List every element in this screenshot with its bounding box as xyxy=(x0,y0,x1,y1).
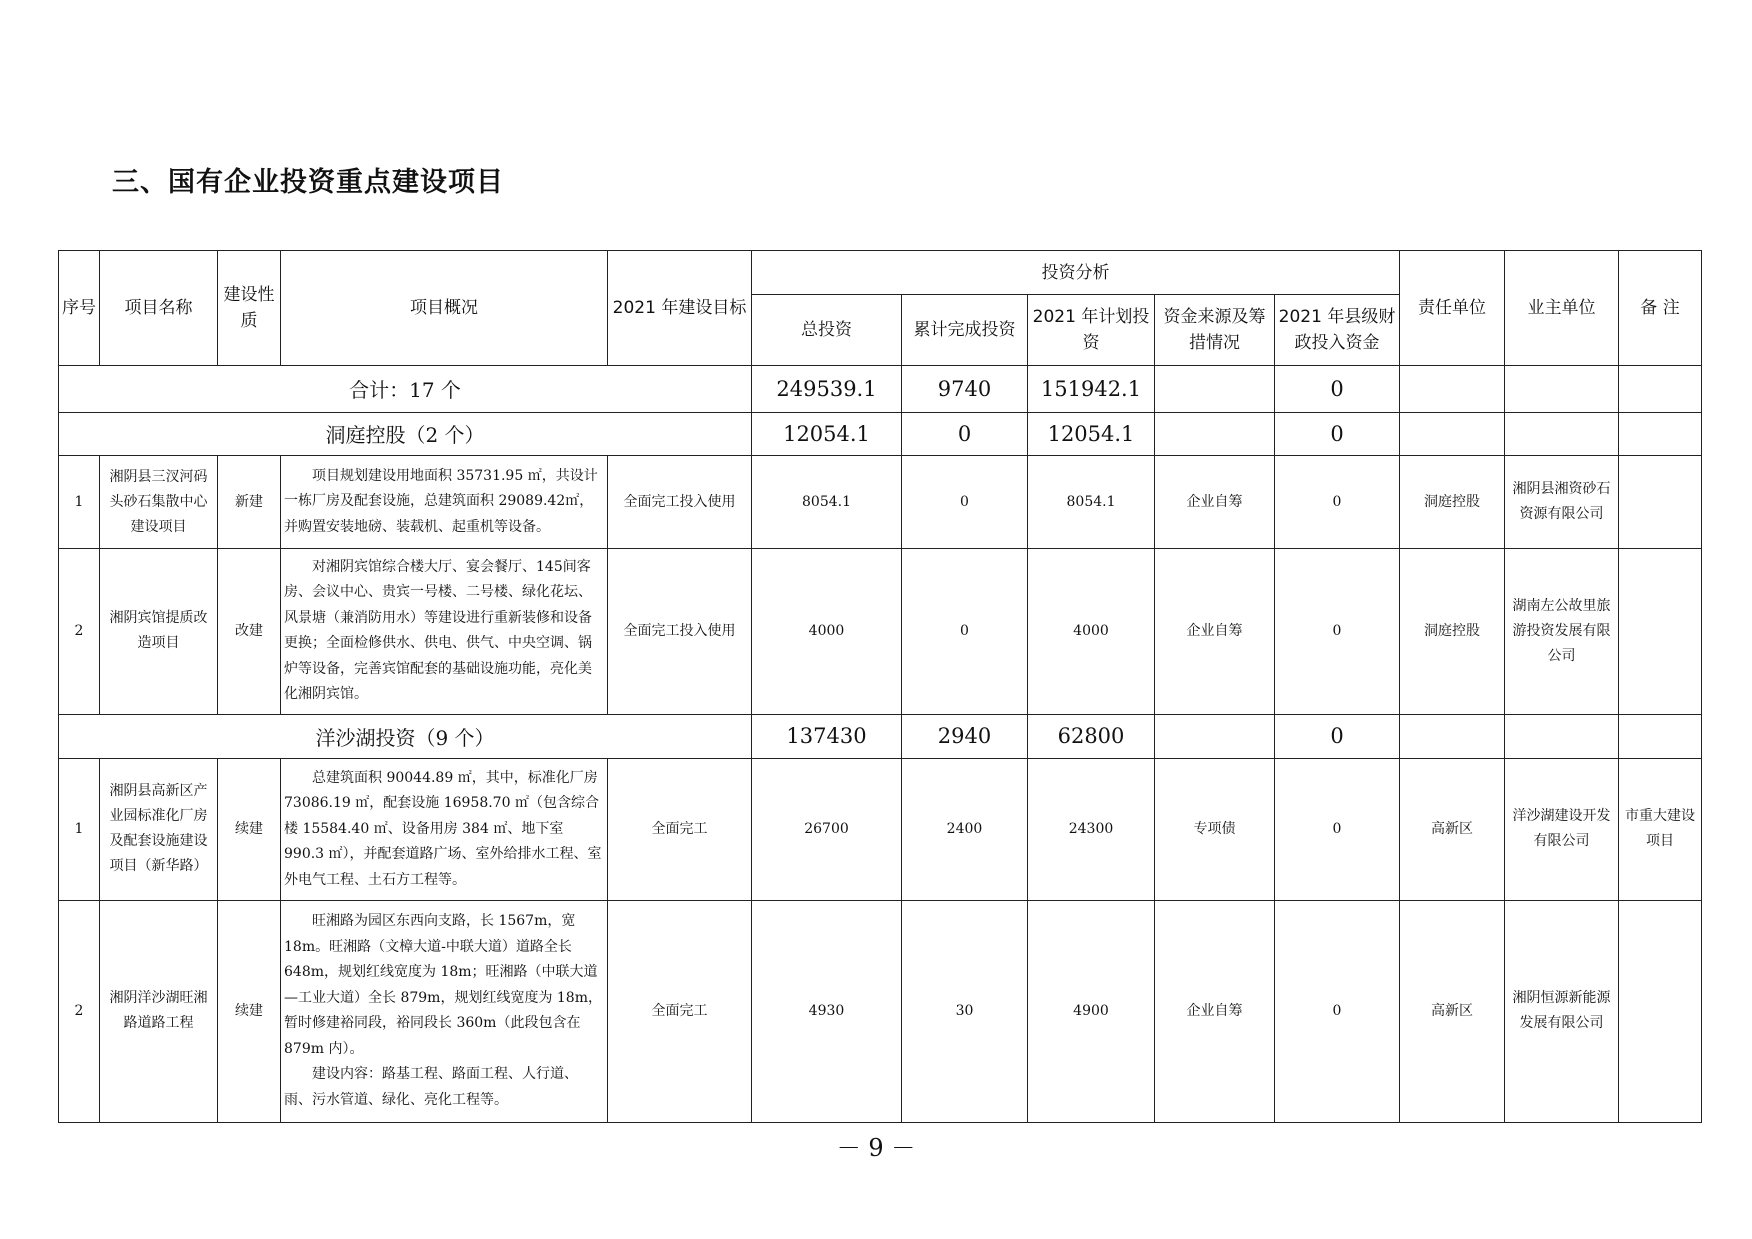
table-row xyxy=(59,456,1702,549)
row-plan: 24300 xyxy=(1028,759,1155,900)
row-total: 8054.1 xyxy=(752,456,902,549)
overview-paragraph: 总建筑面积 90044.89 ㎡，其中，标准化厂房 73086.19 ㎡，配套设施 16958.70 ㎡（包含综合楼 15584.40 ㎡、设备用房 384 ㎡、地下室 990.3 ㎡），并配套道路广场、室外给排水工程、室外电气工程、土石方工程等。 xyxy=(284,769,602,888)
row-goal: 全面完工投入使用 xyxy=(608,549,752,715)
group1-total: 12054.1 xyxy=(752,412,902,455)
row-seq: 1 xyxy=(59,759,100,900)
row-cumulative: 2400 xyxy=(902,759,1028,900)
row-county: 0 xyxy=(1275,900,1400,1122)
row-source: 企业自筹 xyxy=(1155,900,1275,1122)
row-cumulative: 0 xyxy=(902,549,1028,715)
group1-source xyxy=(1155,412,1275,455)
group1-resp xyxy=(1400,412,1505,455)
row-nature: 续建 xyxy=(218,759,281,900)
summary-row xyxy=(59,366,1702,412)
header-plan: 2021 年计划投资 xyxy=(1028,295,1155,366)
group2-plan: 62800 xyxy=(1028,714,1155,758)
row-overview xyxy=(281,456,608,549)
group2-owner xyxy=(1505,714,1619,758)
group2-county: 0 xyxy=(1275,714,1400,758)
row-remark: 市重大建设项目 xyxy=(1619,759,1702,900)
group1-county: 0 xyxy=(1275,412,1400,455)
row-remark xyxy=(1619,549,1702,715)
header-overview: 项目概况 xyxy=(281,251,608,366)
row-name: 湘阴县高新区产业园标准化厂房及配套设施建设项目（新华路） xyxy=(100,759,218,900)
row-county: 0 xyxy=(1275,456,1400,549)
row-total: 4930 xyxy=(752,900,902,1122)
row-name: 湘阴宾馆提质改造项目 xyxy=(100,549,218,715)
row-plan: 4000 xyxy=(1028,549,1155,715)
row-owner: 洋沙湖建设开发有限公司 xyxy=(1505,759,1619,900)
summary-county: 0 xyxy=(1275,366,1400,412)
row-nature: 续建 xyxy=(218,900,281,1122)
group2-total: 137430 xyxy=(752,714,902,758)
group1-plan: 12054.1 xyxy=(1028,412,1155,455)
summary-total: 249539.1 xyxy=(752,366,902,412)
row-goal: 全面完工投入使用 xyxy=(608,456,752,549)
row-seq: 2 xyxy=(59,549,100,715)
row-goal: 全面完工 xyxy=(608,759,752,900)
table-row xyxy=(59,759,1702,900)
header-owner: 业主单位 xyxy=(1505,251,1619,366)
header-name: 项目名称 xyxy=(100,251,218,366)
group2-cumulative: 2940 xyxy=(902,714,1028,758)
row-overview xyxy=(281,759,608,900)
row-source: 企业自筹 xyxy=(1155,456,1275,549)
summary-source xyxy=(1155,366,1275,412)
row-county: 0 xyxy=(1275,759,1400,900)
row-cumulative: 0 xyxy=(902,456,1028,549)
row-seq: 2 xyxy=(59,900,100,1122)
overview-paragraph: 旺湘路为园区东西向支路，长 1567m，宽 18m。旺湘路（文樟大道-中联大道）道路全长 648m，规划红线宽度为 18m；旺湘路（中联大道—工业大道）全长 879m，规划红线宽度为 18m，暂时修建裕同段，裕同段长 360m（此段包含在 879m 内）。 xyxy=(284,913,602,1057)
row-nature: 改建 xyxy=(218,549,281,715)
row-cumulative: 30 xyxy=(902,900,1028,1122)
row-name: 湘阴县三汊河码头砂石集散中心建设项目 xyxy=(100,456,218,549)
row-seq: 1 xyxy=(59,456,100,549)
row-resp: 洞庭控股 xyxy=(1400,549,1505,715)
header-invest-analysis: 投资分析 xyxy=(752,251,1400,295)
summary-label: 合计：17 个 xyxy=(59,366,752,412)
row-nature: 新建 xyxy=(218,456,281,549)
header-source: 资金来源及筹措情况 xyxy=(1155,295,1275,366)
table-row xyxy=(59,900,1702,1122)
row-owner: 湘阴恒源新能源发展有限公司 xyxy=(1505,900,1619,1122)
header-county: 2021 年县级财政投入资金 xyxy=(1275,295,1400,366)
group2-resp xyxy=(1400,714,1505,758)
overview-paragraph: 建设内容：路基工程、路面工程、人行道、雨、污水管道、绿化、亮化工程等。 xyxy=(284,1066,578,1108)
header-resp: 责任单位 xyxy=(1400,251,1505,366)
header-seq: 序号 xyxy=(59,251,100,366)
page-number: － 9 － xyxy=(836,1134,916,1162)
group2-remark xyxy=(1619,714,1702,758)
row-resp: 洞庭控股 xyxy=(1400,456,1505,549)
row-plan: 4900 xyxy=(1028,900,1155,1122)
group-row-dongting xyxy=(59,412,1702,455)
row-owner: 湘阴县湘资砂石资源有限公司 xyxy=(1505,456,1619,549)
header-remark: 备 注 xyxy=(1619,251,1702,366)
header-cumulative: 累计完成投资 xyxy=(902,295,1028,366)
group2-source xyxy=(1155,714,1275,758)
row-remark xyxy=(1619,456,1702,549)
header-total: 总投资 xyxy=(752,295,902,366)
table-row xyxy=(59,549,1702,715)
row-name: 湘阴洋沙湖旺湘路道路工程 xyxy=(100,900,218,1122)
row-total: 4000 xyxy=(752,549,902,715)
page-heading: 三、国有企业投资重点建设项目 xyxy=(112,167,504,198)
overview-paragraph: 项目规划建设用地面积 35731.95 ㎡，共设计一栋厂房及配套设施，总建筑面积 29089.42㎡，并购置安装地磅、装载机、起重机等设备。 xyxy=(284,467,598,535)
header-nature: 建设性质 xyxy=(218,251,281,366)
row-goal: 全面完工 xyxy=(608,900,752,1122)
row-source: 专项债 xyxy=(1155,759,1275,900)
row-total: 26700 xyxy=(752,759,902,900)
row-resp: 高新区 xyxy=(1400,900,1505,1122)
group1-cumulative: 0 xyxy=(902,412,1028,455)
group2-label: 洋沙湖投资（9 个） xyxy=(59,714,752,758)
row-plan: 8054.1 xyxy=(1028,456,1155,549)
summary-owner xyxy=(1505,366,1619,412)
summary-remark xyxy=(1619,366,1702,412)
overview-paragraph: 对湘阴宾馆综合楼大厅、宴会餐厅、145间客房、会议中心、贵宾一号楼、二号楼、绿化花坛、风景塘（兼消防用水）等建设进行重新装修和设备更换；全面检修供水、供电、供气、中央空调、锅炉等设备，完善宾馆配套的基础设施功能，亮化美化湘阴宾馆。 xyxy=(284,558,592,703)
projects-table xyxy=(58,250,1702,1123)
group1-remark xyxy=(1619,412,1702,455)
summary-plan: 151942.1 xyxy=(1028,366,1155,412)
row-overview xyxy=(281,549,608,715)
row-remark xyxy=(1619,900,1702,1122)
row-resp: 高新区 xyxy=(1400,759,1505,900)
summary-resp xyxy=(1400,366,1505,412)
header-goal: 2021 年建设目标 xyxy=(608,251,752,366)
group1-label: 洞庭控股（2 个） xyxy=(59,412,752,455)
group1-owner xyxy=(1505,412,1619,455)
summary-cumulative: 9740 xyxy=(902,366,1028,412)
row-source: 企业自筹 xyxy=(1155,549,1275,715)
row-county: 0 xyxy=(1275,549,1400,715)
row-owner: 湖南左公故里旅游投资发展有限公司 xyxy=(1505,549,1619,715)
row-overview xyxy=(281,900,608,1122)
group-row-yangshahu xyxy=(59,714,1702,758)
